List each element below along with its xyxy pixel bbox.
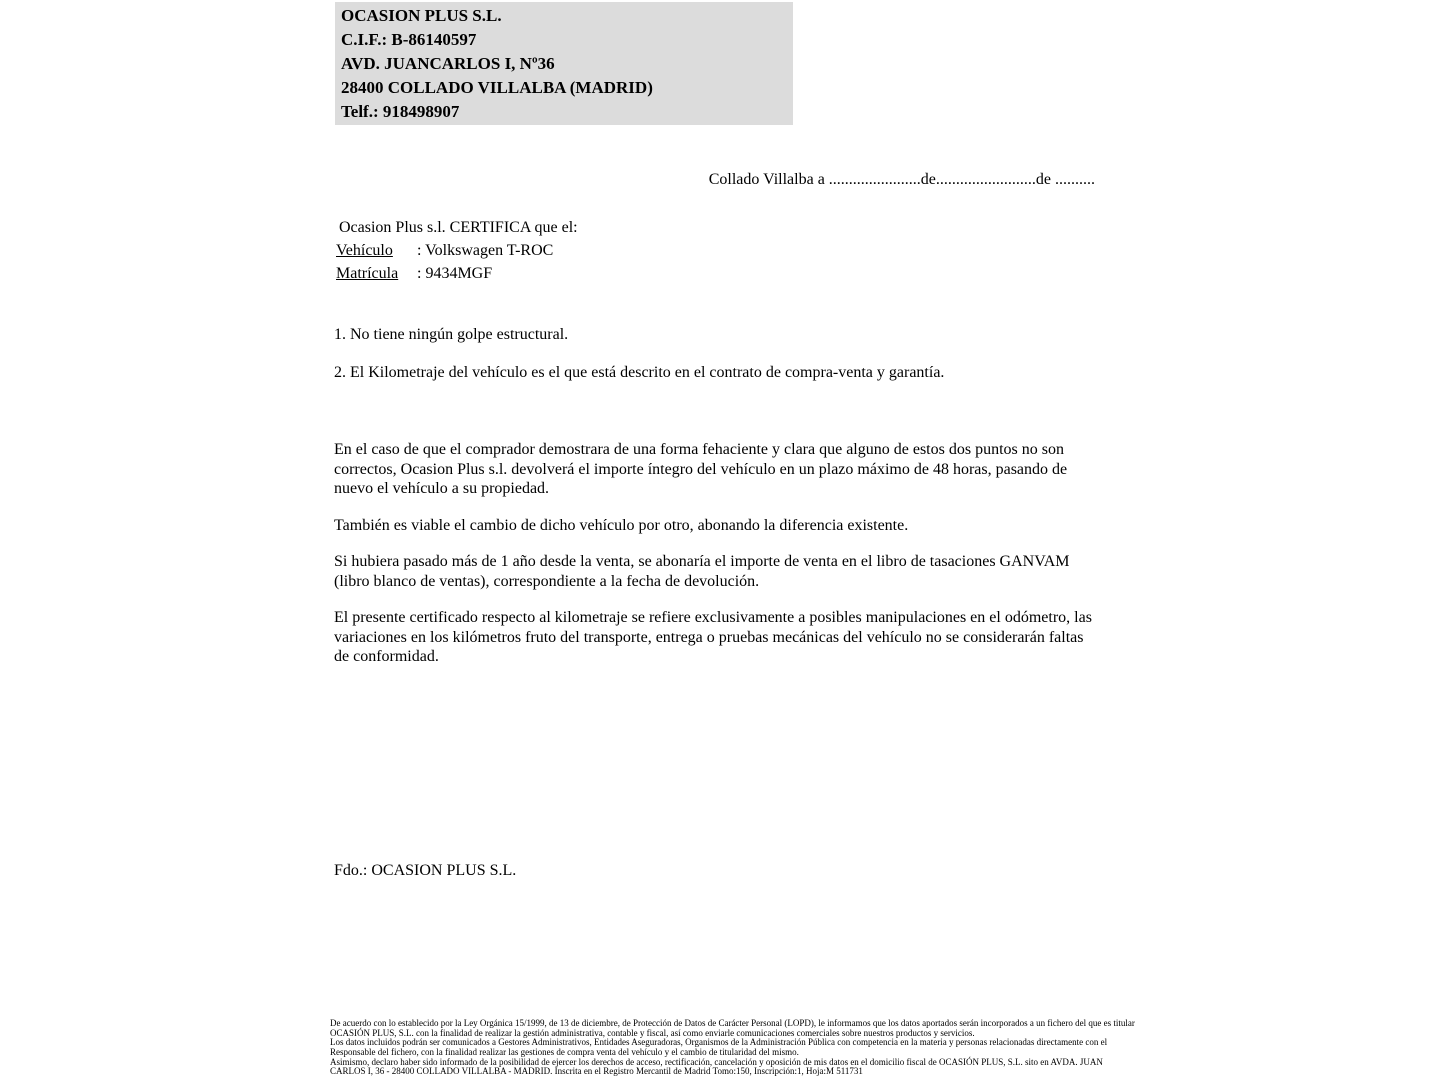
certified-points [334,325,1104,400]
plate-value: 9434MGF [425,265,493,282]
fine-print-line-4: Responsable del fichero, con la finalidad realizar las gestiones de compra venta del vehículo y el cambio de titularidad del mismo. [330,1046,799,1057]
certification-intro: Ocasion Plus s.l. CERTIFICA que el: [339,219,578,236]
paragraph-exchange-option: También es viable el cambio de dicho vehículo por otro, abonando la diferencia existente. [334,516,909,534]
fine-print-line-2: OCASIÓN PLUS, S.L. con la finalidad de realizar la gestión administrativa, contable y fiscal, así como enviarle comunicaciones comerciales sobre nuestros productos y servicios. [330,1027,975,1038]
vehicle-value: Volkswagen T-ROC [425,242,554,259]
certification-block [336,216,578,285]
fine-print-line-1: De acuerdo con lo establecido por la Ley Orgánica 15/1999, de 13 de diciembre, de Protección de Datos de Carácter Personal (LOPD), le informamos que los datos aportados serán incorporados a un fichero del que es titular [330,1018,1135,1028]
letterhead-box [335,2,793,125]
plate-label: Matrícula [336,265,399,282]
paragraph-ganvam-valuation: Si hubiera pasado más de 1 año desde la venta, se abonaría el importe de venta en el libro de tasaciones GANVAM (libro blanco de ventas), correspondiente a la fecha de devolución. [334,553,1070,590]
vehicle-label: Vehículo [336,242,393,259]
fine-print-line-5: Asimismo, declaro haber sido informado de la posibilidad de ejercer los derechos de acceso, rectificación, cancelación y oposición de mis datos en el domicilio fiscal de OCASIÓN PLUS, S.L. sito en AVDA. JUAN [330,1056,1103,1067]
fine-print-line-3: Los datos incluidos podrán ser comunicados a Gestores Administrativos, Entidades Aseguradoras, Organismos de la Administración Pública con competencia en la materia y personas relacionadas directamente con el [330,1037,1108,1048]
point-1: 1. No tiene ningún golpe estructural. [334,326,569,343]
vehicle-separator: : [417,242,426,259]
date-fill-in-line: Collado Villalba a .......................de.........................de .......... [708,171,1095,188]
company-city: 28400 COLLADO VILLALBA (MADRID) [341,78,653,97]
body-paragraphs [334,440,1096,684]
company-cif: C.I.F.: B-86140597 [341,30,477,49]
vehicle-row [336,239,578,262]
company-phone: Telf.: 918498907 [341,102,460,121]
company-name: OCASION PLUS S.L. [341,6,502,25]
point-2: 2. El Kilometraje del vehículo es el que está descrito en el contrato de compra-venta y garantía. [334,363,945,381]
signature-line: Fdo.: OCASION PLUS S.L. [334,862,517,879]
plate-separator: : [417,265,426,282]
company-address: AVD. JUANCARLOS I, Nº36 [341,54,555,73]
paragraph-odometer-disclaimer: El presente certificado respecto al kilometraje se refiere exclusivamente a posibles manipulaciones en el odómetro, las variaciones en los kilómetros fruto del transporte, entrega o pruebas mecánicas del vehículo no se considerarán faltas de conformidad. [334,609,1092,665]
legal-fine-print [330,1019,1430,1077]
paragraph-refund-terms: En el caso de que el comprador demostrara de una forma fehaciente y clara que alguno de estos dos puntos no son correctos, Ocasion Plus s.l. devolverá el importe íntegro del vehículo en un plazo máximo de 48 horas, pasando de nuevo el vehículo a su propiedad. [334,441,1068,497]
plate-row [336,262,578,285]
fine-print-line-6: CARLOS I, 36 - 28400 COLLADO VILLALBA - MADRID. Inscrita en el Registro Mercantil de Madrid Tomo:150, Inscripción:1, Hoja:M 511731 [330,1066,863,1077]
